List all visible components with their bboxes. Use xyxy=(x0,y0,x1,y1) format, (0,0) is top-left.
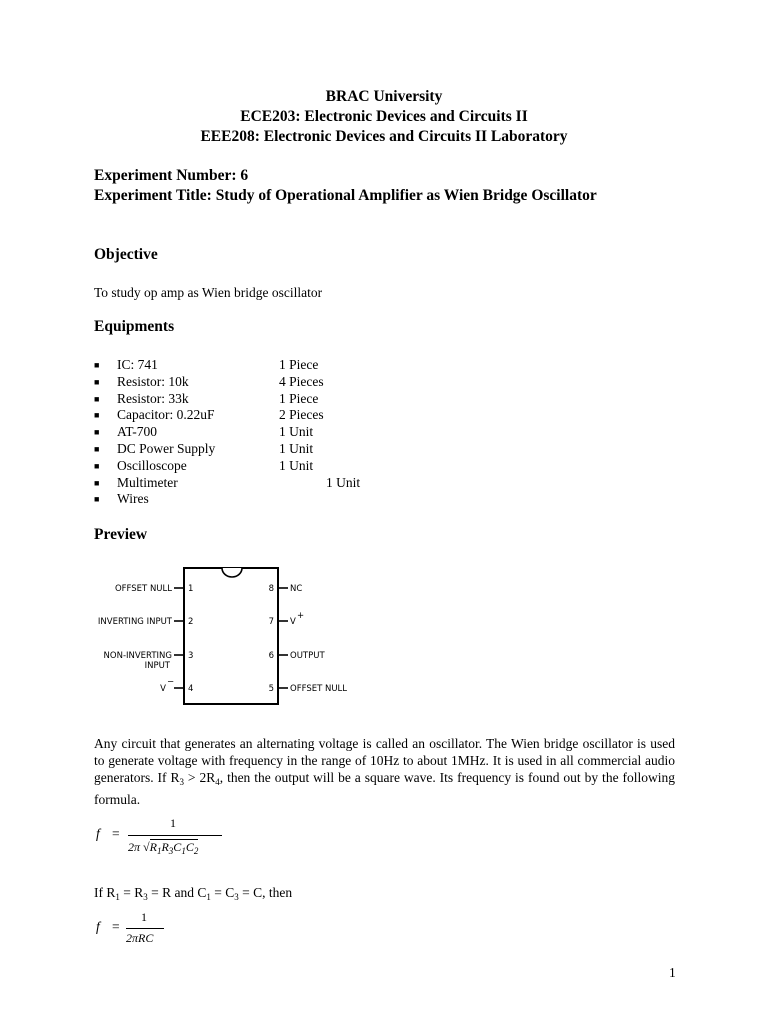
pin-5-number: 5 xyxy=(268,684,274,694)
pin-4-number: 4 xyxy=(188,684,194,694)
bullet-icon: ■ xyxy=(94,494,100,505)
equipment-name: AT-700 xyxy=(117,424,158,440)
equipment-name: DC Power Supply xyxy=(117,440,216,456)
equipment-qty: 4 Pieces xyxy=(279,373,324,389)
equipment-name: Multimeter xyxy=(117,474,178,490)
condition-text: If $R_1 = R_3 = R$ and $C_1 = C_3 = C$, then xyxy=(94,885,293,902)
objective-text: To study op amp as Wien bridge oscillator xyxy=(94,285,323,300)
pin-7-label: V xyxy=(290,617,296,627)
equipment-name: Capacitor: 0.22uF xyxy=(117,407,215,423)
equipment-qty: 1 Piece xyxy=(279,357,319,372)
formula1-numerator: 1 xyxy=(170,816,176,830)
equipment-qty: 1 Unit xyxy=(279,440,314,456)
pin-6-label: OUTPUT xyxy=(290,651,325,661)
formula1-equals: = xyxy=(112,826,120,841)
experiment-number: Experiment Number: 6 xyxy=(94,167,249,184)
formula2-f: f xyxy=(96,919,100,934)
bullet-icon: ■ xyxy=(94,460,100,471)
bullet-icon: ■ xyxy=(94,427,100,438)
pin-1-number: 1 xyxy=(188,584,194,594)
bullet-icon: ■ xyxy=(94,410,100,421)
page-number: 1 xyxy=(669,965,676,980)
formula-frequency-simplified xyxy=(94,910,194,950)
bullet-icon: ■ xyxy=(94,477,100,488)
pin-1-label: OFFSET NULL xyxy=(114,584,172,594)
university-title: BRAC University xyxy=(325,88,443,105)
equipment-name: IC: 741 xyxy=(117,357,158,372)
bullet-icon: ■ xyxy=(94,443,100,454)
pin-4-label-sup: − xyxy=(167,677,175,687)
experiment-title: Experiment Title: Study of Operational Amplifier as Wien Bridge Oscillator xyxy=(94,187,597,204)
pin-4-label: V xyxy=(160,684,166,694)
equipment-qty: 1 Unit xyxy=(326,474,361,490)
formula2-denominator: 2πRC xyxy=(126,931,154,945)
equipment-name: Resistor: 33k xyxy=(117,390,189,406)
formula2-numerator: 1 xyxy=(141,910,147,924)
equipments-heading: Equipments xyxy=(94,318,175,335)
pin-6-number: 6 xyxy=(268,651,274,661)
formula-frequency-general xyxy=(94,816,234,862)
objective-heading: Objective xyxy=(94,246,158,263)
equipment-qty: 2 Pieces xyxy=(279,407,324,423)
formula1-fraction-bar xyxy=(128,835,222,836)
equipment-qty: 1 Unit xyxy=(279,457,314,473)
pin-5-label: OFFSET NULL xyxy=(290,684,348,694)
formula2-equals: = xyxy=(112,919,120,934)
pin-8-number: 8 xyxy=(268,584,274,594)
preview-paragraph: Any circuit that generates an alternating voltage is called an oscillator. The Wien bridge oscillator is used to generate voltage with frequency in the range of 10Hz to about 1MHz. It is used in all commercial audio generators. If $R_3 > 2R_4$, then the output will be a square wave. Its frequency is found out by the following formula. xyxy=(94,736,675,807)
ic-741-pinout-diagram xyxy=(96,566,366,708)
pin-3-number: 3 xyxy=(188,651,194,661)
equipment-name: Oscilloscope xyxy=(117,457,187,473)
equipment-name: Resistor: 10k xyxy=(117,373,189,389)
pin-7-number: 7 xyxy=(268,617,274,627)
equipment-name: Wires xyxy=(117,491,149,507)
preview-heading: Preview xyxy=(94,526,148,543)
ic-body xyxy=(184,568,278,704)
bullet-icon: ■ xyxy=(94,376,100,387)
equipment-qty: 1 Piece xyxy=(279,390,319,406)
pin-7-label-sup: + xyxy=(297,611,305,621)
equipment-qty: 1 Unit xyxy=(279,424,314,440)
course-title-eee208: EEE208: Electronic Devices and Circuits II Laboratory xyxy=(200,128,568,145)
pin-3-label-line2: INPUT xyxy=(144,661,170,671)
pin-3-label: NON-INVERTING xyxy=(103,651,172,661)
formula1-denominator: 2π $√R_1R_3C_1C_2$ xyxy=(128,840,199,856)
formula2-fraction-bar xyxy=(126,928,164,929)
bullet-icon: ■ xyxy=(94,360,100,370)
pin-2-number: 2 xyxy=(188,617,194,627)
formula1-f: f xyxy=(96,826,100,841)
course-title-ece203: ECE203: Electronic Devices and Circuits II xyxy=(240,108,528,125)
pin-8-label: NC xyxy=(290,584,303,594)
bullet-icon: ■ xyxy=(94,393,100,404)
pin-2-label: INVERTING INPUT xyxy=(97,617,172,627)
